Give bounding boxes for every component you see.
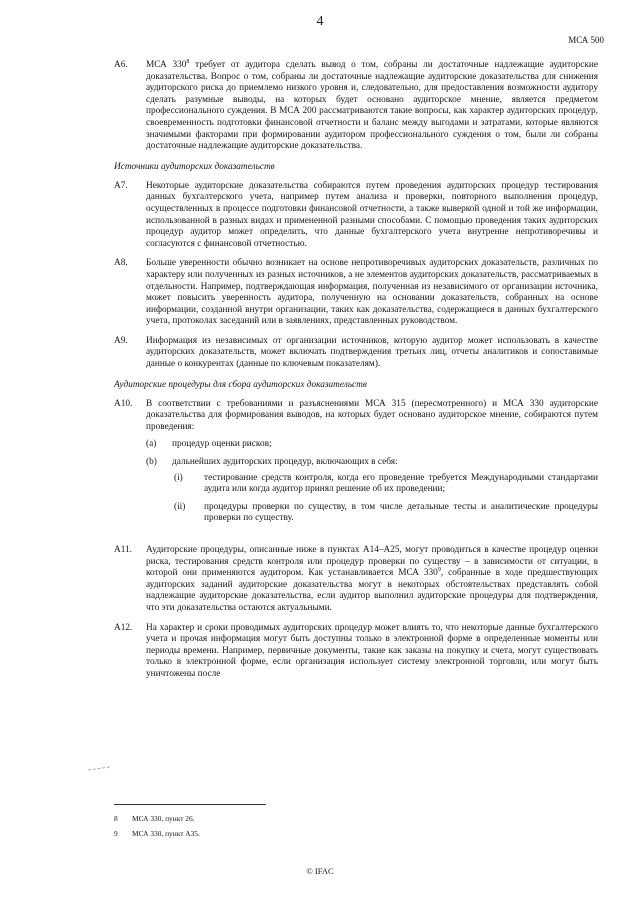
section-heading-sources: Источники аудиторских доказательств	[114, 161, 275, 172]
paragraph-text-start: МСА 330	[146, 60, 187, 70]
paragraph-a12	[114, 623, 598, 681]
paragraph-number: A12.	[114, 622, 133, 633]
list-text: процедуры проверки по существу, в том числе детальные тесты и аналитические процедуры проверки по существу.	[204, 501, 598, 524]
paragraph-text: На характер и сроки проводимых аудиторских процедур может влиять то, что некоторые данные бухгалтерского учета и прочая информация могут быть доступны только в электронной форме в определенные моменты или периоды времени. Например, первичные документы, такие как заказы на покупку и счета, могут существовать только в электронной форме, если организация использует систему электронной торговли, или могут быть уничтожены после	[146, 622, 598, 679]
copyright-footer: © IFAC	[306, 866, 334, 876]
footnote-text: МСА 330, пункт 26.	[132, 814, 195, 823]
list-body	[172, 457, 598, 531]
paragraph-text-start: Аудиторские процедуры, описанные ниже в пунктах A14–A25, могут проводиться в качестве процедур оценки риска, тестирования средств контроля или процедур проверки по существу – в зависимости от ситуации, в которой они применяются аудитором. Как устанавливается МСА 330	[146, 545, 598, 579]
document-code: МСА 500	[568, 35, 604, 45]
paragraph-a7	[114, 181, 598, 251]
footnote-9	[114, 829, 514, 838]
paragraph-a9	[114, 336, 598, 371]
footnote-ref-8[interactable]: 8	[186, 58, 190, 65]
paragraph-a10	[114, 399, 598, 537]
list-label: (ii)	[174, 501, 186, 512]
footnote-mark: 9	[114, 829, 118, 838]
footnote-ref-9[interactable]: 9	[437, 567, 441, 574]
paragraph-text: Некоторые аудиторские доказательства собираются путем проведения аудиторских процедур тестирования данных бухгалтерского учета, например путем анализа и проверки, повторного выполнения процедур, осуществленных в процессе подготовки финансовой отчетности, а также выверкой одной и той же информации, использованной в разных видах и примененной разными способами. С помощью проведения таких аудиторских процедур аудитор может определить, что данные бухгалтерского учета внутренне непротиворечивы и согласуются с финансовой отчетностью.	[146, 180, 598, 249]
list-label: (b)	[146, 457, 157, 468]
paragraph-text-end: , собранные в ходе предшествующих аудиторских заданий аудиторские доказательства могут в некоторых обстоятельствах представлять собой надлежащие аудиторские доказательства, если аудитор выполнил аудиторские процедуры для подтверждения, что эти доказательства остаются актуальными.	[146, 568, 598, 613]
footnote-mark: 8	[114, 814, 118, 823]
paragraph-text	[146, 60, 598, 153]
paragraph-a6	[114, 60, 598, 153]
paragraph-text	[146, 545, 598, 615]
paragraph-number: A6.	[114, 60, 128, 70]
paragraph-intro: В соответствии с требованиями и разъяснениями МСА 315 (пересмотренного) и МСА 330 аудиторские доказательства для формирования выводов, на которых будет основано аудиторское мнение, собираются путем проведения:	[146, 398, 598, 432]
list-item-i	[172, 473, 598, 496]
list-text: процедур оценки рисков;	[172, 439, 272, 450]
paragraph-number: A7.	[114, 180, 128, 191]
list-text: дальнейших аудиторских процедур, включающих в себя:	[172, 457, 398, 468]
paragraph-body	[146, 399, 598, 537]
paragraph-number: A9.	[114, 335, 128, 346]
footnote-divider	[114, 804, 266, 805]
list-item-ii	[172, 502, 598, 525]
list-text: тестирование средств контроля, когда его проведение требуется Международными стандартами аудита или когда аудитор принял решение об их проведении;	[204, 472, 598, 495]
paragraph-text-end: требует от аудитора сделать вывод о том, собраны ли достаточные надлежащие аудиторские доказательства. Вопрос о том, собраны ли достаточные надлежащие аудиторские доказательства для снижения аудиторского риска до приемлемо низкого уровня и, следовательно, для предоставления возможности аудитору сделать разумные выводы, на которых будет основано аудиторское мнение, является предметом профессионального суждения. В МСА 200 рассматриваются такие вопросы, как характер аудиторских процедур, своевременность подготовки финансовой отчетности и баланс между выгодами и затратами, которые являются значимыми факторами при формировании аудитором профессионального суждения о том, были ли собраны достаточные надлежащие аудиторские доказательства.	[146, 60, 598, 152]
list-label: (a)	[146, 439, 157, 450]
paragraph-a11	[114, 545, 598, 615]
page-content	[114, 60, 598, 689]
footnote-text: МСА 330, пункт A35.	[132, 829, 200, 838]
section-heading-procedures: Аудиторские процедуры для сбора аудиторских доказательств	[114, 379, 367, 390]
list-item-a	[146, 439, 598, 451]
footnotes	[114, 814, 514, 844]
paragraph-a8	[114, 258, 598, 328]
paragraph-number: A11.	[114, 545, 132, 555]
page-number: 4	[316, 14, 324, 29]
list-item-b	[146, 457, 598, 531]
footnote-8	[114, 814, 514, 823]
paragraph-text: Информация из независимых от организации источников, которую аудитор может использовать в качестве аудиторских доказательств, может включать подтверждения третьих лиц, отчеты аналитиков и сопоставимые данные о конкурентах (данные по ключевым показателям).	[146, 335, 598, 370]
list-label: (i)	[174, 472, 183, 483]
scan-artifact	[88, 766, 110, 770]
paragraph-text: Больше уверенности обычно возникает на основе непротиворечивых аудиторских доказательств, различных по характеру или полученных из разных источников, а не элементов аудиторских доказательств, рассматриваемых в отдельности. Например, подтверждающая информация, полученная из независимого от организации источника, может повысить уверенность аудитора, полученную на основании доказательств, собранных на основе информации, созданной внутри организации, таких как доказательства, содержащиеся в данных бухгалтерского учета, протоколах заседаний или в заявлениях, представленных руководством.	[146, 258, 598, 327]
paragraph-number: A8.	[114, 258, 128, 269]
paragraph-number: A10.	[114, 398, 133, 409]
